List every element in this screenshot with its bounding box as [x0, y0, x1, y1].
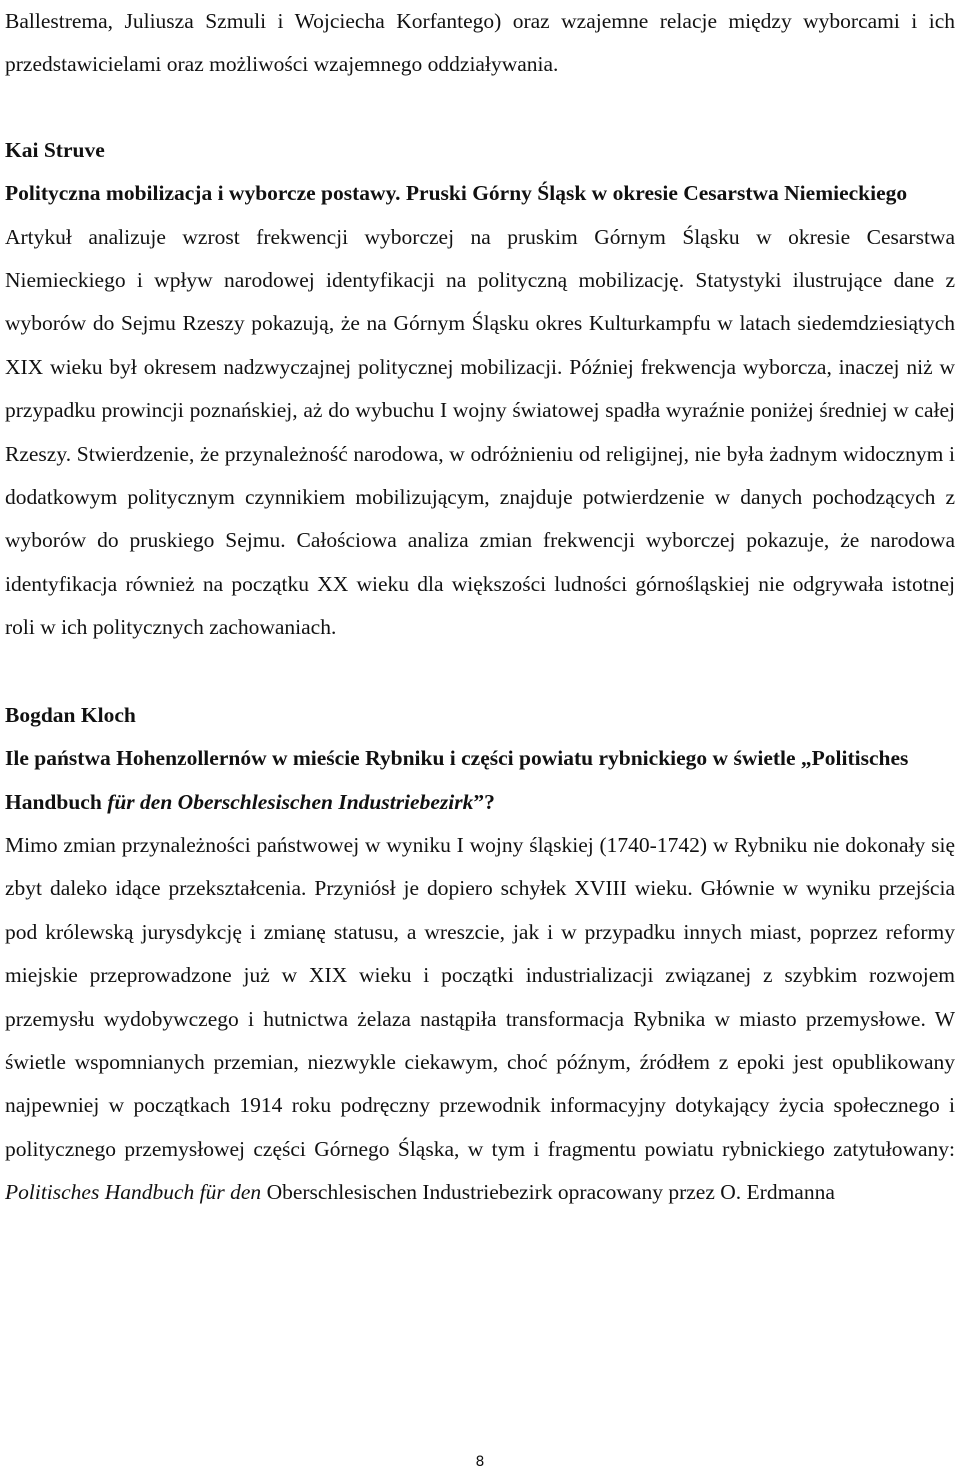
article-bogdan-kloch	[5, 694, 955, 1215]
article-title-part: Polityczna mobilizacja i wyborcze postawy.	[5, 181, 401, 206]
document-page	[5, 0, 955, 1215]
article-title-part: Ile państwa Hohenzollernów w mieście Rybniku i części powiatu rybnickiego w świetle „Politisches Handbuch	[5, 746, 909, 814]
abstract-part: Oberschlesischen Industriebezirk opracowany przez O. Erdmanna	[261, 1180, 835, 1205]
intro-paragraph: Ballestrema, Juliusza Szmuli i Wojciecha Korfantego) oraz wzajemne relacje między wyborcami i ich przedstawicielami oraz możliwości wzajemnego oddziaływania.	[5, 9, 955, 77]
article-title	[5, 172, 955, 215]
article-kai-struve	[5, 129, 955, 650]
article-title-part: ”?	[473, 789, 495, 814]
article-author: Bogdan Kloch	[5, 702, 136, 727]
abstract-part: Mimo zmian przynależności państwowej w wyniku I wojny śląskiej (1740-1742) w Rybniku nie dokonały się zbyt daleko idące przekształcenia. Przyniósł je dopiero schyłek XVIII wieku. Głównie w wyniku przejścia pod królewską jurysdykcję i zmianę statusu, a wreszcie, jak i w przypadku innych miast, poprzez reformy miejskie przeprowadzone już w XIX wieku i początki industrializacji związanej z szybkim rozwojem przemysłu wydobywczego i hutnictwa żelaza nastąpiła transformacja Rybnika w miasto przemysłowe. W świetle wspomnianych przemian, niezwykle ciekawym, choć późnym, źródłem z epoki jest opublikowany najpewniej w początkach 1914 roku podręczny przewodnik informacyjny dotykający życia społecznego i politycznego przemysłowej części Górnego Śląska, w tym i fragmentu powiatu rybnickiego zatytułowany:	[5, 832, 955, 1161]
article-title	[5, 737, 955, 824]
article-author: Kai Struve	[5, 137, 105, 162]
abstract-italic: Politisches Handbuch für den	[5, 1180, 262, 1205]
page-number: 8	[475, 1454, 485, 1470]
article-abstract	[5, 824, 955, 1215]
section-spacer	[5, 650, 955, 694]
article-title-italic: für den Oberschlesischen Industriebezirk	[107, 789, 474, 814]
article-abstract: Artykuł analizuje wzrost frekwencji wyborczej na pruskim Górnym Śląsku w okresie Cesarstwa Niemieckiego i wpływ narodowej identyfikacji na polityczną mobilizację. Statystyki ilustrujące dane z wyborów do Sejmu Rzeszy pokazują, że na Górnym Śląsku okres Kulturkampfu w latach siedemdziesiątych XIX wieku był okresem nadzwyczajnej politycznej mobilizacji. Później frekwencja wyborcza, inaczej niż w przypadku prowincji poznańskiej, aż do wybuchu I wojny światowej spadła wyraźnie poniżej średniej w całej Rzeszy. Stwierdzenie, że przynależność narodowa, w odróżnieniu od religijnej, nie była żadnym widocznym i dodatkowym politycznym czynnikiem mobilizującym, znajduje potwierdzenie w danych pochodzących z wyborów do pruskiego Sejmu. Całościowa analiza zmian frekwencji wyborczej pokazuje, że narodowa identyfikacja również na początku XX wieku dla większości ludności górnośląskiej nie odgrywała istotnej roli w ich politycznych zachowaniach.	[5, 224, 955, 640]
article-title-part: Pruski Górny Śląsk w okresie Cesarstwa Niemieckiego	[400, 181, 908, 206]
section-spacer	[5, 87, 955, 129]
